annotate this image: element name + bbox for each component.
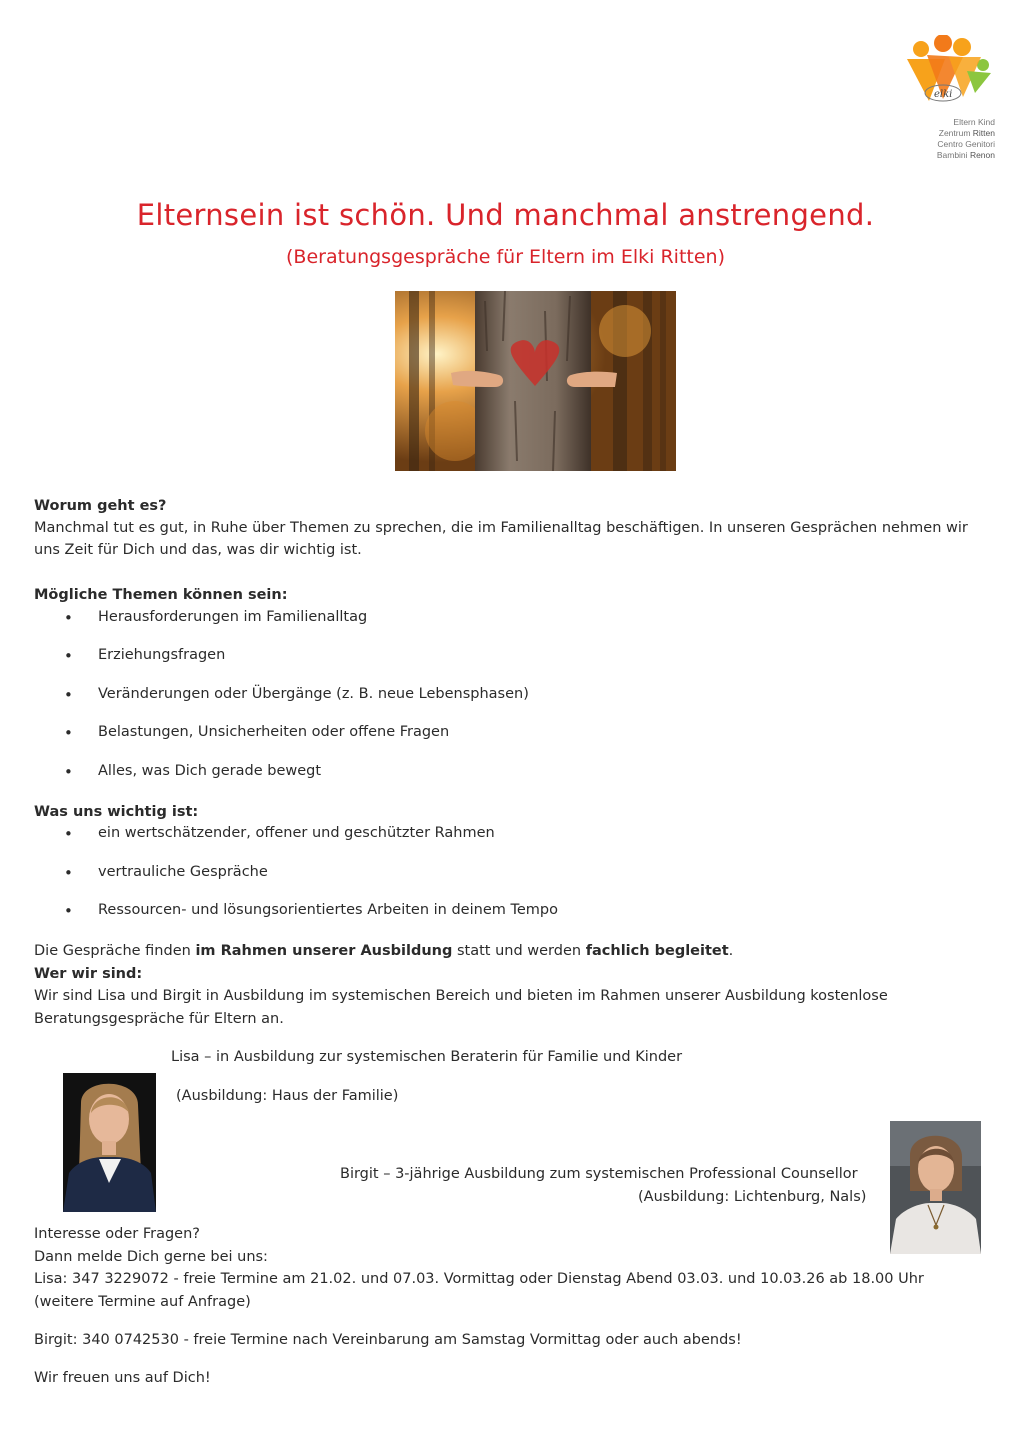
themen-heading: Mögliche Themen können sein:	[34, 587, 288, 603]
logo-line-2: Zentrum Ritten	[938, 128, 995, 138]
svg-text:elki: elki	[934, 89, 953, 100]
worum-text-line-1: Manchmal tut es gut, in Ruhe über Themen zu sprechen, die im Familienalltag beschäftigen. In unseren Gesprächen nehmen wir	[34, 520, 968, 536]
kontakt-line-1: Interesse oder Fragen?	[34, 1226, 200, 1242]
wer-text-line-2: Beratungsgespräche für Eltern an.	[34, 1011, 284, 1027]
lisa-title: Lisa – in Ausbildung zur systemischen Beraterin für Familie und Kinder	[171, 1049, 683, 1065]
kontakt-line-2: Dann melde Dich gerne bei uns:	[34, 1249, 268, 1265]
worum-heading: Worum geht es?	[34, 498, 167, 514]
birgit-ausbildung: (Ausbildung: Lichtenburg, Nals)	[638, 1189, 867, 1205]
lisa-photo	[63, 1073, 156, 1212]
lisa-ausbildung: (Ausbildung: Haus der Familie)	[176, 1088, 399, 1104]
wer-heading: Wer wir sind:	[34, 966, 143, 982]
logo-line-4: Bambini Renon	[936, 150, 995, 160]
wer-text-line-1: Wir sind Lisa und Birgit in Ausbildung im systemischen Bereich und bieten im Rahmen unserer Ausbildung kostenlose	[34, 988, 888, 1004]
wichtig-heading: Was uns wichtig ist:	[34, 804, 199, 820]
page-subtitle: (Beratungsgespräche für Eltern im Elki Ritten)	[286, 246, 725, 268]
closing-text: Wir freuen uns auf Dich!	[34, 1370, 211, 1386]
logo-line-3: Centro Genitori	[937, 139, 995, 149]
page-title: Elternsein ist schön. Und manchmal anstrengend.	[136, 198, 875, 232]
logo-line-1: Eltern Kind	[953, 117, 995, 127]
worum-text-line-2: uns Zeit für Dich und das, was dir wichtig ist.	[34, 542, 362, 558]
elki-logo-mark	[905, 35, 995, 117]
elki-logo	[905, 35, 995, 165]
logo-text	[915, 117, 995, 161]
rahmen-text: Die Gespräche finden im Rahmen unserer Ausbildung statt und werden fachlich begleitet.	[34, 943, 734, 959]
birgit-photo	[890, 1121, 981, 1254]
kontakt-lisa: Lisa: 347 3229072 - freie Termine am 21.02. und 07.03. Vormittag oder Dienstag Abend 03.03. und 10.03.26 ab 18.00 Uhr	[34, 1271, 924, 1287]
kontakt-lisa-more: (weitere Termine auf Anfrage)	[34, 1294, 251, 1310]
birgit-title: Birgit – 3-jährige Ausbildung zum systemischen Professional Counsellor	[340, 1166, 858, 1182]
kontakt-birgit: Birgit: 340 0742530 - freie Termine nach Vereinbarung am Samstag Vormittag oder auch abends!	[34, 1332, 742, 1348]
hero-image-tree-hug	[395, 291, 676, 471]
